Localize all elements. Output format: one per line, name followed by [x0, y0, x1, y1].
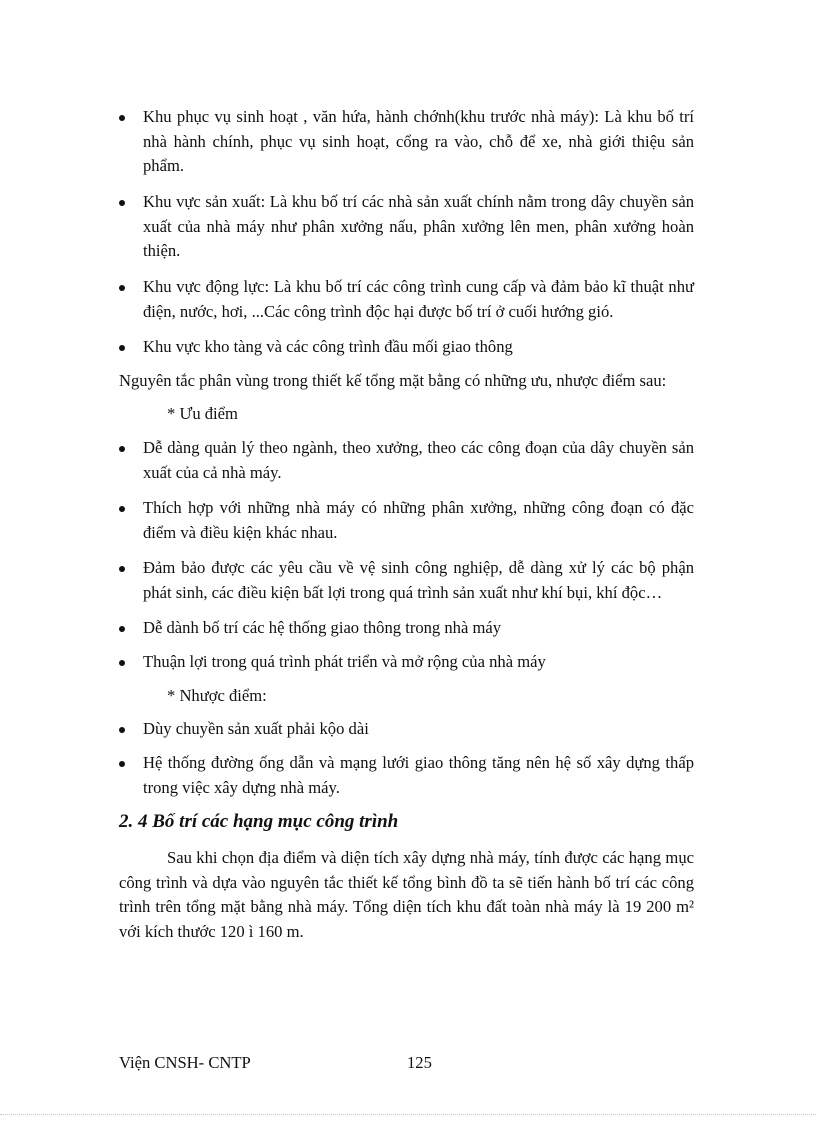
disadvantages-label: * Nhược điểm: — [167, 686, 267, 705]
list-item-text: Đảm bảo được các yêu cầu về vệ sinh công nghiệp, dễ dàng xử lý các bộ phận phát sinh, các điều kiện bất lợi trong quá trình sản xuất như khí bụi, khí độc… — [143, 558, 694, 602]
list-item — [119, 717, 694, 742]
list-item — [119, 190, 694, 264]
list-item — [119, 751, 694, 800]
bullet-icon — [119, 660, 125, 666]
list-item-text: Dùy chuyền sản xuất phải kộo dài — [143, 719, 369, 738]
bullet-icon — [119, 626, 125, 632]
list-item-text: Khu vực kho tàng và các công trình đầu mối giao thông — [143, 337, 513, 356]
footer-institute: Viện CNSH- CNTP — [119, 1053, 251, 1072]
bullet-icon — [119, 200, 125, 206]
bullet-icon — [119, 345, 125, 351]
list-item — [119, 105, 694, 179]
list-item — [119, 556, 694, 605]
bullet-icon — [119, 446, 125, 452]
list-item-text: Khu phục vụ sinh hoạt , văn hứa, hành chớnh(khu trước nhà máy): Là khu bố trí nhà hành chính, phục vụ sinh hoạt, cổng ra vào, chỗ để xe, nhà giới thiệu sản phẩm. — [143, 107, 694, 175]
list-item-text: Khu vực động lực: Là khu bố trí các công trình cung cấp và đảm bảo kĩ thuật như điện, nước, hơi, ...Các công trình độc hại được bố trí ở cuối hướng gió. — [143, 277, 694, 321]
advantages-label: * Ưu điểm — [167, 404, 238, 423]
list-item-text: Dễ dàng quản lý theo ngành, theo xưởng, theo các công đoạn của dây chuyền sản xuất của cả nhà máy. — [143, 438, 694, 482]
page-bottom-divider — [0, 1114, 816, 1115]
bullet-icon — [119, 761, 125, 767]
list-item-text: Hệ thống đường ống dẫn và mạng lưới giao thông tăng nên hệ số xây dựng thấp trong việc xây dựng nhà máy. — [143, 753, 694, 797]
footer-page-number: 125 — [407, 1053, 432, 1072]
bullet-icon — [119, 115, 125, 121]
bullet-icon — [119, 506, 125, 512]
list-item — [119, 650, 694, 675]
list-item-text: Khu vực sản xuất: Là khu bố trí các nhà sản xuất chính nằm trong dây chuyền sản xuất của nhà máy như phân xưởng nấu, phân xưởng lên men, phân xưởng hoàn thiện. — [143, 192, 694, 260]
list-item — [119, 616, 694, 641]
principle-intro: Nguyên tắc phân vùng trong thiết kế tổng mặt bằng có những ưu, nhược điểm sau: — [119, 371, 667, 390]
list-item-text: Thích hợp với những nhà máy có những phân xưởng, những công đoạn có đặc điểm và điều kiện khác nhau. — [143, 498, 694, 542]
section-paragraph: Sau khi chọn địa điểm và diện tích xây dựng nhà máy, tính được các hạng mục công trình và dựa vào nguyên tắc thiết kế tổng bình đồ ta sẽ tiến hành bố trí các công trình trên tổng mặt bằng nhà máy. Tổng diện tích khu đất toàn nhà máy là 19 200 m² với kích thước 120 ì 160 m. — [119, 848, 694, 941]
bullet-icon — [119, 566, 125, 572]
bullet-icon — [119, 285, 125, 291]
list-item — [119, 496, 694, 545]
bullet-icon — [119, 727, 125, 733]
list-item — [119, 436, 694, 485]
list-item-text: Thuận lợi trong quá trình phát triển và mở rộng của nhà máy — [143, 652, 546, 671]
section-heading: 2. 4 Bố trí các hạng mục công trình — [119, 811, 399, 832]
list-item — [119, 275, 694, 324]
list-item-text: Dễ dành bố trí các hệ thống giao thông trong nhà máy — [143, 618, 502, 637]
list-item — [119, 335, 694, 360]
